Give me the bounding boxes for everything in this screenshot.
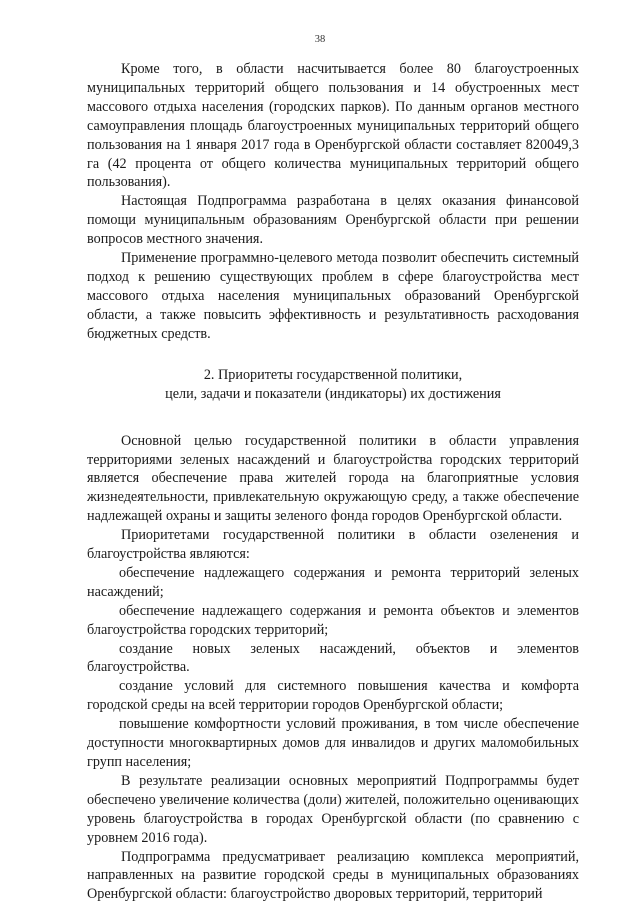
section-heading-line-2: цели, задачи и показатели (индикаторы) их достижения [165, 385, 501, 402]
paragraph: Подпрограмма предусматривает реализацию комплекса мероприятий, направленных на развитие городской среды в муниципальных образованиях Оренбургской области: благоустройство дворовых территорий, территорий [87, 848, 579, 903]
section-heading-line-1: 2. Приоритеты государственной политики, [203, 366, 463, 383]
page-number: 38 [314, 34, 326, 45]
paragraph: Настоящая Подпрограмма разработана в целях оказания финансовой помощи муниципальным образованиям Оренбургской области при решении вопросов местного значения. [87, 193, 579, 248]
paragraph: Кроме того, в области насчитывается более 80 благоустроенных муниципальных территорий общего пользования и 14 обустроенных мест массового отдыха населения (городских парков). По данным органов местного самоуправления площадь благоустроенных муниципальных территорий общего пользования на 1 января 2017 года в Оренбургской области составляет 820049,3 га (42 процента от общего количества муниципальных территорий общего пользования). [87, 61, 579, 191]
section-heading [87, 366, 579, 404]
list-item: повышение комфортности условий проживания, в том числе обеспечение доступности многоквартирных домов для инвалидов и других маломобильных групп населения; [87, 716, 579, 770]
paragraph: Приоритетами государственной политики в области озеленения и благоустройства являются: [87, 527, 579, 563]
document-body [87, 60, 579, 904]
paragraph: Применение программно-целевого метода позволит обеспечить системный подход к решению существующих проблем в сфере благоустройства мест массового отдыха населения муниципальных образований Оренбургской области, а также повысить эффективность и результативность расходования бюджетных средств. [87, 250, 579, 342]
list-item: обеспечение надлежащего содержания и ремонта объектов и элементов благоустройства городских территорий; [87, 602, 579, 638]
paragraph: Основной целью государственной политики в области управления территориями зеленых насаждений и благоустройства городских территорий является обеспечение права жителей города на благоприятные условия жизнедеятельности, привлекательную окружающую среду, а также обеспечение надлежащей охраны и защиты зеленого фонда городов Оренбургской области. [87, 432, 579, 525]
list-item: создание новых зеленых насаждений, объектов и элементов благоустройства. [87, 640, 579, 676]
list-item: создание условий для системного повышения качества и комфорта городской среды на всей территории городов Оренбургской области; [87, 678, 579, 714]
paragraph: В результате реализации основных мероприятий Подпрограммы будет обеспечено увеличение количества (доли) жителей, положительно оценивающих уровень благоустройства в городах Оренбургской области (по сравнению с уровнем 2016 года). [87, 772, 579, 846]
list-item: обеспечение надлежащего содержания и ремонта территорий зеленых насаждений; [87, 564, 579, 600]
